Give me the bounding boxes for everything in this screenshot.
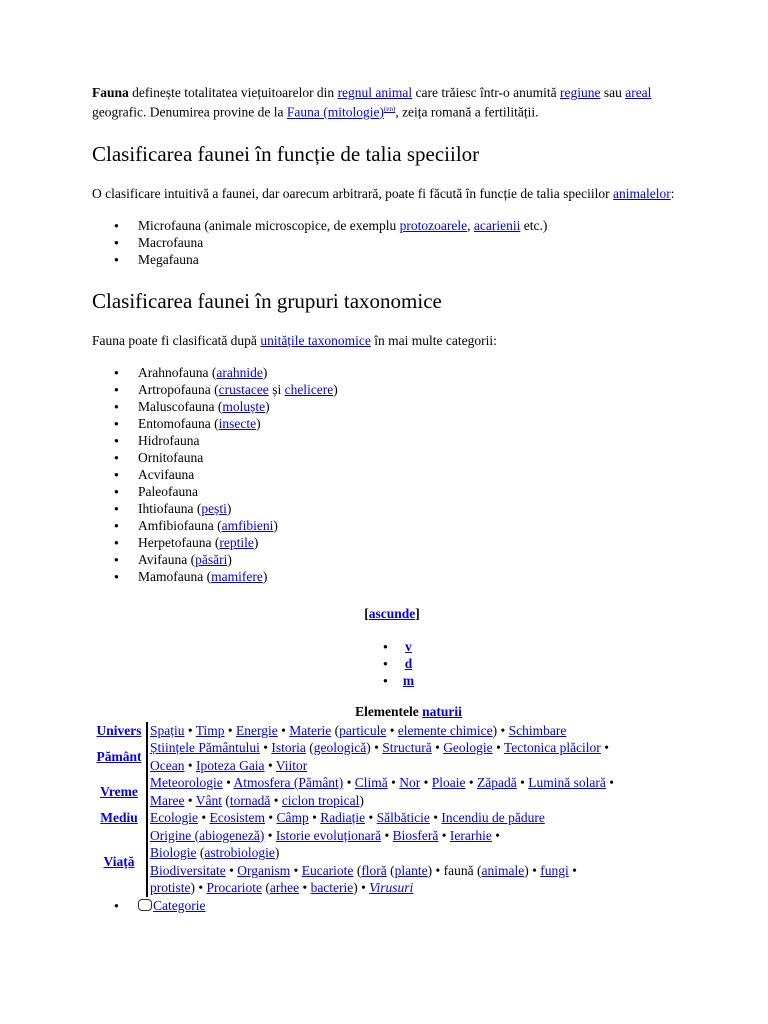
intro-bold-term: Fauna (92, 85, 129, 100)
nav-link[interactable]: Istorie evoluționară (275, 827, 382, 843)
list-item-link[interactable]: insecte (218, 415, 257, 431)
nav-link[interactable]: Nor (399, 775, 421, 790)
nav-link[interactable]: Schimbare (508, 722, 567, 738)
interwiki-en-link[interactable]: (en) (384, 105, 396, 113)
navbox-row-mediu (92, 809, 614, 827)
nav-link[interactable]: Tectonica plăcilor (503, 740, 601, 755)
intro-text: , zeița romană a fertilității. (395, 104, 539, 120)
nav-link[interactable]: Timp (195, 722, 225, 738)
nav-link[interactable]: astrobiologie (204, 845, 275, 860)
navbox-row-univers (92, 722, 614, 740)
list-item (138, 251, 692, 268)
list-item-text: ) (256, 415, 261, 431)
nav-link[interactable]: Ipoteza Gaia (195, 757, 265, 773)
intro-paragraph (92, 84, 692, 121)
list-item-text: , (467, 217, 474, 233)
nav-link[interactable]: protiste (150, 880, 191, 895)
list-item-text: Avifauna ( (138, 551, 196, 567)
list-item-link[interactable]: moluște (222, 398, 266, 414)
nav-link[interactable]: Biosferă (392, 827, 439, 843)
list-item-link[interactable]: reptile (219, 534, 254, 550)
paragraph-text: O clasificare intuitivă a faunei, dar oarecum arbitrară, poate fi făcută în funcție de talia speciilor (92, 185, 613, 201)
section-paragraph (92, 185, 692, 202)
nav-link[interactable]: tornadă (229, 792, 271, 808)
intro-text: sau (600, 85, 626, 100)
list-item (138, 483, 692, 500)
list-item-text: Paleofauna (138, 483, 198, 499)
list-item-link[interactable]: protozoarele (399, 217, 468, 233)
nav-link[interactable]: arhee (269, 880, 300, 895)
nav-link[interactable]: bacterie (310, 880, 354, 895)
group-pamant (92, 739, 147, 774)
nav-link[interactable]: Spațiu (150, 722, 185, 738)
list-vreme: Meteorologie • Atmosfera (Pământ) • Climă • Nor • Ploaie • Zăpadă • Lumină solară • Maree • Vânt (tornadă • ciclon tropical) (150, 775, 614, 808)
nav-link[interactable]: Biologie (150, 845, 197, 860)
group-vreme (92, 774, 147, 809)
list-item (138, 415, 692, 432)
link-regiune[interactable]: regiune (559, 85, 601, 100)
nav-link[interactable]: Vânt (195, 792, 222, 808)
navbox-row-pamant (92, 739, 614, 774)
list-item-text: Megafauna (138, 251, 199, 267)
nav-link[interactable]: particule (339, 722, 387, 738)
list-item-text: ) (262, 568, 268, 584)
category-item (92, 897, 692, 914)
list-item-text: Mamofauna ( (138, 568, 212, 584)
intro-text: care trăiesc într-o anumită (412, 85, 560, 100)
list-item-text: ) (265, 398, 270, 414)
discuss-link[interactable]: d (404, 655, 413, 671)
vde-item (92, 672, 725, 689)
view-link[interactable]: v (405, 638, 412, 654)
navbox-toggle (92, 605, 692, 622)
list-item (138, 568, 692, 585)
paragraph-text: : (670, 185, 675, 201)
section-heading-talia: Clasificarea faunei în funcție de talia speciilor (92, 141, 480, 166)
nav-link[interactable]: Energie (236, 722, 278, 738)
list-item-text: ) (262, 364, 268, 380)
list-item-link[interactable]: mamifere (211, 568, 263, 584)
list-item (138, 398, 692, 415)
hide-link[interactable]: ascunde (368, 605, 416, 621)
nav-link[interactable]: Incendiu de pădure (441, 810, 545, 825)
nav-link[interactable]: Virusuri (369, 880, 414, 895)
paragraph-text: în mai multe categorii: (370, 332, 497, 348)
nav-link[interactable]: fungi (540, 862, 569, 878)
list-item-text: ) (227, 551, 232, 567)
list-item-text: Hidrofauna (138, 432, 200, 448)
list-item-text: Microfauna (animale microscopice, de exemplu (138, 217, 400, 233)
nav-link[interactable]: plante (394, 862, 428, 878)
nav-link[interactable]: Atmosfera (Pământ) (233, 775, 344, 790)
list-item-link[interactable]: crustacee (218, 381, 269, 397)
link-unitatile-taxonomice[interactable]: unitățile taxonomice (260, 332, 371, 348)
group-univers (92, 722, 147, 740)
section-heading-taxonomice: Clasificarea faunei în grupuri taxonomice (92, 288, 442, 313)
nav-link[interactable]: Sălbăticie (376, 810, 430, 825)
list-item-text: Arahnofauna ( (138, 364, 217, 380)
bracket: [ (364, 605, 369, 621)
navbox-title-text: Elementele (355, 703, 423, 719)
list-item-text: Maluscofauna ( (138, 398, 223, 414)
bracket: ] (415, 605, 420, 621)
nav-link[interactable]: Origine (abiogeneză) (150, 827, 265, 843)
list-univers: Spațiu • Timp • Energie • Materie (particule • elemente chimice) • Schimbare (150, 722, 567, 738)
navbox-row-viata (92, 827, 614, 897)
nav-link[interactable]: Procariote (206, 880, 262, 895)
list-item-text: și (268, 381, 285, 397)
nav-link[interactable]: Lumină solară (528, 775, 606, 790)
link-viata[interactable]: Viață (103, 853, 135, 869)
link-pamant[interactable]: Pământ (96, 748, 142, 764)
group-mediu (92, 809, 147, 827)
list-item (138, 517, 692, 534)
list-item (138, 500, 692, 517)
nav-link[interactable]: Istoria (271, 740, 306, 755)
nav-link[interactable]: Radiație (320, 810, 366, 825)
link-regnul-animal[interactable]: regnul animal (337, 85, 413, 100)
nav-link[interactable]: ciclon tropical (281, 792, 360, 808)
link-areal[interactable]: areal (625, 85, 652, 100)
link-fauna-mitologie[interactable]: Fauna (mitologie) (286, 104, 385, 120)
vde-item (92, 655, 725, 672)
nav-link[interactable]: Viitor (275, 757, 308, 773)
list-item-text: Artropofauna ( (138, 381, 219, 397)
list-item-text: Ihtiofauna ( (138, 500, 202, 516)
list-item (138, 432, 692, 449)
link-vreme[interactable]: Vreme (100, 783, 138, 799)
link-animalelor[interactable]: animalelor (613, 185, 671, 201)
list-item (138, 534, 692, 551)
bullet-icon: ● (383, 675, 388, 685)
nav-link[interactable]: Materie (289, 722, 332, 738)
nav-link[interactable]: geologică (313, 740, 367, 755)
list-item-link[interactable]: amfibieni (221, 517, 274, 533)
list-item-text: Entomofauna ( (138, 415, 219, 431)
list-item (138, 449, 692, 466)
navbox-title (92, 703, 725, 720)
list-item (138, 466, 692, 483)
list-item (138, 217, 692, 234)
talia-list (92, 217, 692, 268)
nav-link[interactable]: Zăpadă (477, 775, 517, 790)
bullet-icon: ● (383, 658, 388, 668)
nav-text: faună (443, 862, 474, 878)
nav-link[interactable]: Ecosistem (209, 810, 265, 825)
list-item-text: Ornitofauna (138, 449, 204, 465)
nav-link[interactable]: floră (361, 862, 387, 878)
category-link[interactable]: Categorie (153, 897, 206, 913)
nav-link[interactable]: elemente chimice (397, 722, 493, 738)
list-item-text: Macrofauna (138, 234, 204, 250)
group-viata (92, 827, 147, 897)
nav-link[interactable]: animale (481, 862, 525, 878)
list-item-text: Amfibiofauna ( (138, 517, 222, 533)
intro-text: geografic. Denumirea provine de la (92, 104, 287, 120)
navbox-row-vreme (92, 774, 614, 809)
list-mediu: Ecologie • Ecosistem • Câmp • Radiație • Sălbăticie • Incendiu de pădure (150, 810, 545, 825)
modify-link[interactable]: m (402, 672, 415, 688)
bullet-icon: ● (114, 900, 119, 910)
nav-link[interactable]: Ierarhie (449, 827, 492, 843)
nav-link[interactable]: Ecologie (150, 810, 198, 825)
nav-link[interactable]: Biodiversitate (150, 862, 226, 878)
bullet-icon: ● (383, 641, 388, 651)
list-item-text: Acvifauna (138, 466, 195, 482)
taxonomic-list (92, 364, 692, 585)
intro-text: definește totalitatea viețuitoarelor din (128, 85, 338, 100)
paragraph-text: Fauna poate fi clasificată după (92, 332, 261, 348)
list-item (138, 381, 692, 398)
link-univers[interactable]: Univers (96, 722, 142, 738)
list-viata: Origine (abiogeneză) • Istorie evoluționară • Biosferă • Ierarhie • Biologie (astrobiologie) Biodiversitate • Organism • Eucariote (floră (plante) • faună (animale) • fungi • protiste) • Procariote (arhee • bacterie) • Virusuri (150, 827, 577, 895)
nav-link[interactable]: Științele Pământului (150, 740, 260, 755)
category-icon (138, 899, 152, 911)
nav-link[interactable]: Câmp (276, 810, 309, 825)
list-pamant: Științele Pământului • Istoria (geologică) • Structură • Geologie • Tectonica plăcilor • Ocean • Ipoteza Gaia • Viitor (150, 740, 609, 773)
vde-item (92, 638, 725, 655)
nav-link[interactable]: Geologie (443, 740, 493, 755)
navbox-table (92, 722, 614, 897)
list-item-text: ) (253, 534, 259, 550)
nav-link[interactable]: Climă (354, 775, 388, 790)
nav-link[interactable]: Maree (150, 792, 185, 808)
list-item-link[interactable]: arahnide (216, 364, 263, 380)
link-naturii[interactable]: naturii (422, 703, 462, 719)
list-item-link[interactable]: chelicere (284, 381, 334, 397)
nav-link[interactable]: Structură (382, 740, 432, 755)
section-paragraph (92, 332, 692, 349)
list-item-text: Herpetofauna ( (138, 534, 220, 550)
list-item (138, 364, 692, 381)
list-item (138, 551, 692, 568)
nav-link[interactable]: Meteorologie (150, 775, 223, 790)
list-item-link[interactable]: acarienii (473, 217, 521, 233)
list-item (138, 234, 692, 251)
nav-link[interactable]: Eucariote (301, 862, 354, 878)
list-item-link[interactable]: pești (201, 500, 227, 516)
list-item-text: etc.) (520, 217, 548, 233)
link-mediu[interactable]: Mediu (100, 810, 138, 825)
list-item-text: ) (226, 500, 232, 516)
list-item-text: ) (333, 381, 338, 397)
nav-link[interactable]: Ocean (150, 757, 185, 773)
nav-link[interactable]: Ploaie (431, 775, 466, 790)
navbox-vde (92, 638, 725, 689)
nav-link[interactable]: Organism (237, 862, 291, 878)
list-item-text: ) (273, 517, 278, 533)
list-item-link[interactable]: păsări (195, 551, 228, 567)
